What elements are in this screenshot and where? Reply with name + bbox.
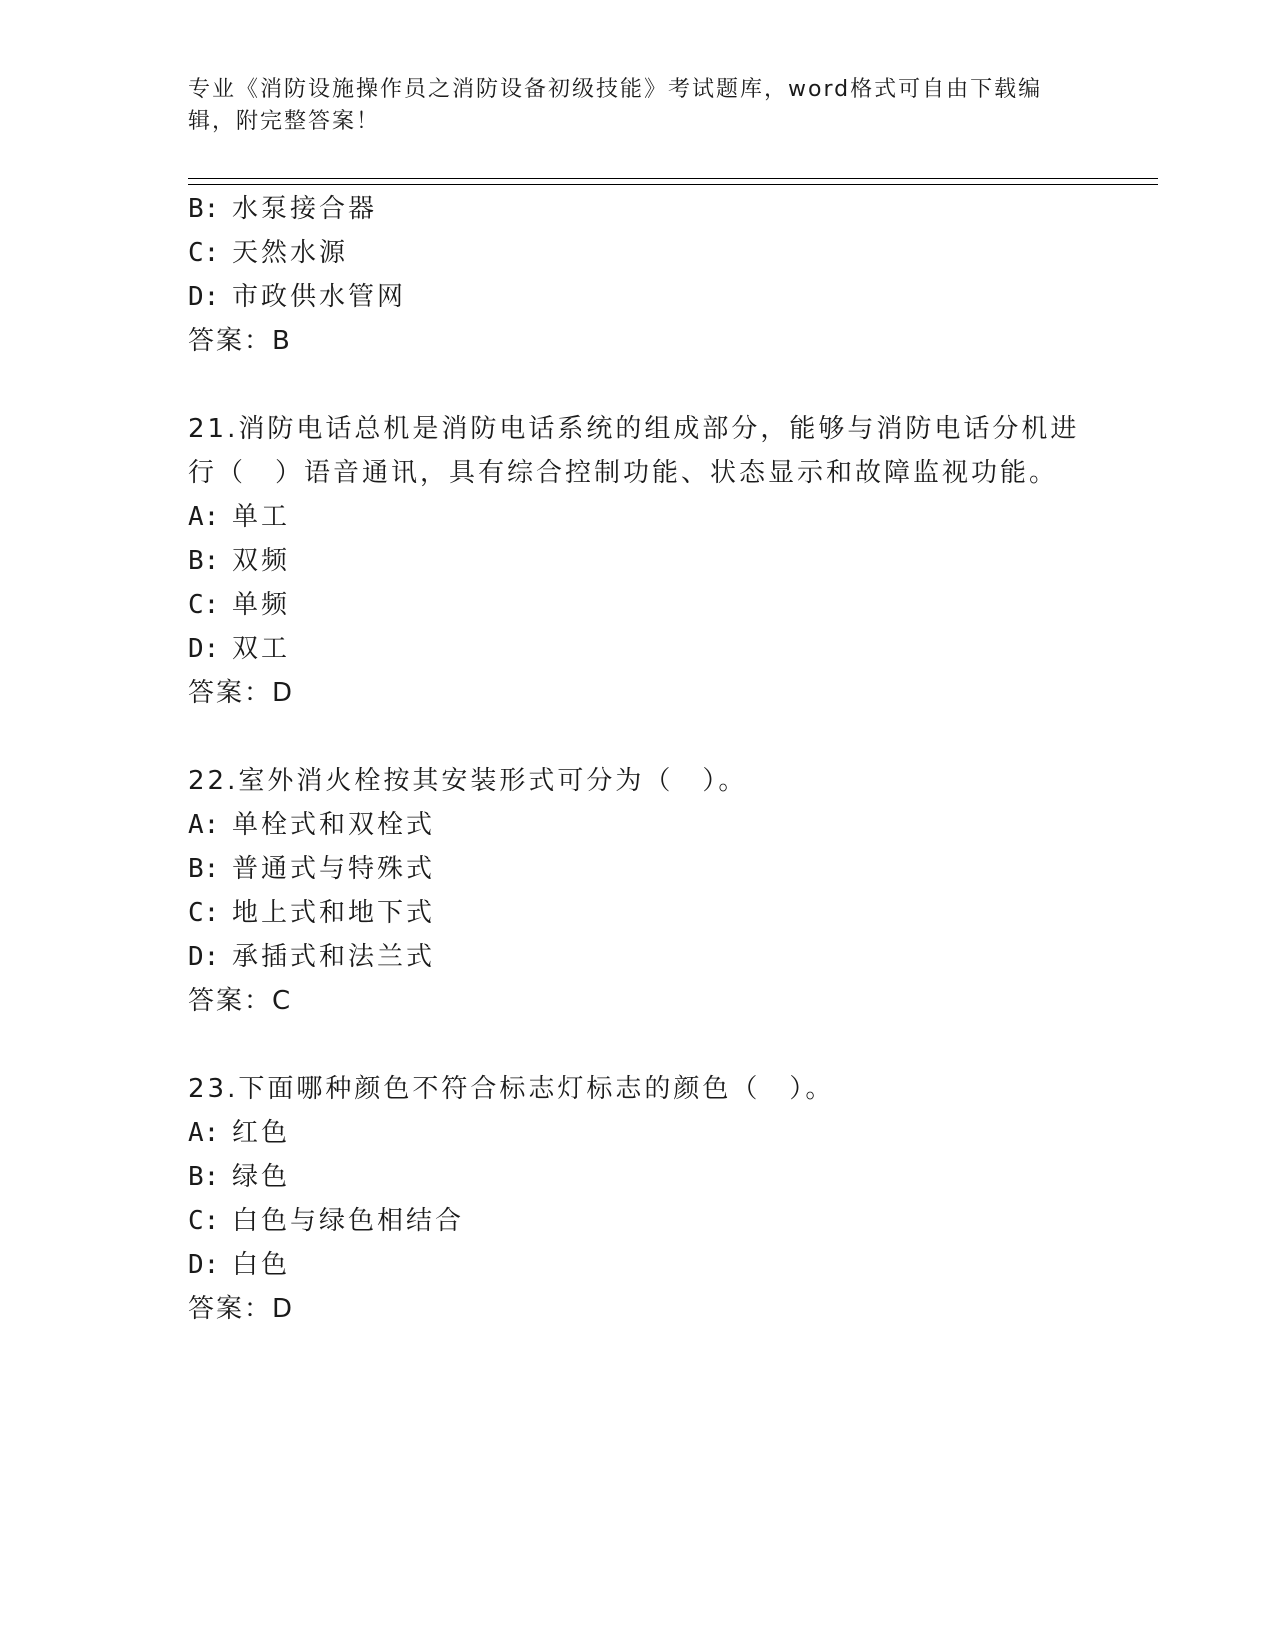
option-letter: B: — [188, 1162, 220, 1192]
option-text: 单工 — [232, 502, 291, 532]
option-item — [188, 236, 348, 270]
option-text: 红色 — [232, 1118, 291, 1148]
option-text: 单栓式和双栓式 — [232, 810, 436, 840]
option-item — [188, 940, 435, 974]
option-text: 白色与绿色相结合 — [232, 1206, 465, 1236]
header-line-1: 专业《消防设施操作员之消防设备初级技能》考试题库，word格式可自由下载编 — [188, 77, 1043, 102]
option-letter: C: — [188, 898, 220, 928]
option-item — [188, 1160, 290, 1194]
answer-line: 答案：D — [188, 1294, 295, 1324]
answer-line: 答案：B — [188, 326, 292, 356]
option-item — [188, 1248, 290, 1282]
question-stem: 21.消防电话总机是消防电话系统的组成部分，能够与消防电话分机进 — [188, 414, 1080, 444]
header-divider-bottom — [188, 184, 1158, 185]
option-letter: D: — [188, 1250, 220, 1280]
option-text: 水泵接合器 — [232, 194, 378, 224]
option-item — [188, 808, 435, 842]
option-item — [188, 852, 435, 886]
option-text: 市政供水管网 — [232, 282, 407, 312]
option-letter: B: — [188, 194, 220, 224]
document-header — [188, 74, 1068, 138]
option-item — [188, 280, 406, 314]
option-item — [188, 1204, 464, 1238]
option-letter: D: — [188, 634, 220, 664]
question-stem: 行（ ）语音通讯，具有综合控制功能、状态显示和故障监视功能。 — [188, 458, 1059, 488]
option-item — [188, 192, 377, 226]
option-item — [188, 896, 435, 930]
option-text: 绿色 — [232, 1162, 291, 1192]
option-text: 天然水源 — [232, 238, 349, 268]
option-text: 地上式和地下式 — [232, 898, 436, 928]
option-item — [188, 632, 290, 666]
option-letter: A: — [188, 502, 220, 532]
header-line-2: 辑，附完整答案！ — [188, 109, 381, 134]
option-item — [188, 588, 290, 622]
option-letter: D: — [188, 942, 220, 972]
option-letter: A: — [188, 1118, 220, 1148]
option-text: 承插式和法兰式 — [232, 942, 436, 972]
option-item — [188, 1116, 290, 1150]
option-item — [188, 544, 290, 578]
option-text: 双频 — [232, 546, 291, 576]
option-letter: A: — [188, 810, 220, 840]
option-text: 单频 — [232, 590, 291, 620]
question-stem: 22.室外消火栓按其安装形式可分为（ ）。 — [188, 766, 748, 796]
question-stem: 23.下面哪种颜色不符合标志灯标志的颜色（ ）。 — [188, 1074, 835, 1104]
option-letter: C: — [188, 590, 220, 620]
option-letter: B: — [188, 854, 220, 884]
answer-line: 答案：C — [188, 986, 293, 1016]
option-text: 双工 — [232, 634, 291, 664]
option-text: 普通式与特殊式 — [232, 854, 436, 884]
option-letter: C: — [188, 1206, 220, 1236]
option-text: 白色 — [232, 1250, 291, 1280]
option-letter: B: — [188, 546, 220, 576]
answer-line: 答案：D — [188, 678, 295, 708]
option-letter: D: — [188, 282, 220, 312]
option-letter: C: — [188, 238, 220, 268]
option-item — [188, 500, 290, 534]
header-divider-top — [188, 178, 1158, 179]
